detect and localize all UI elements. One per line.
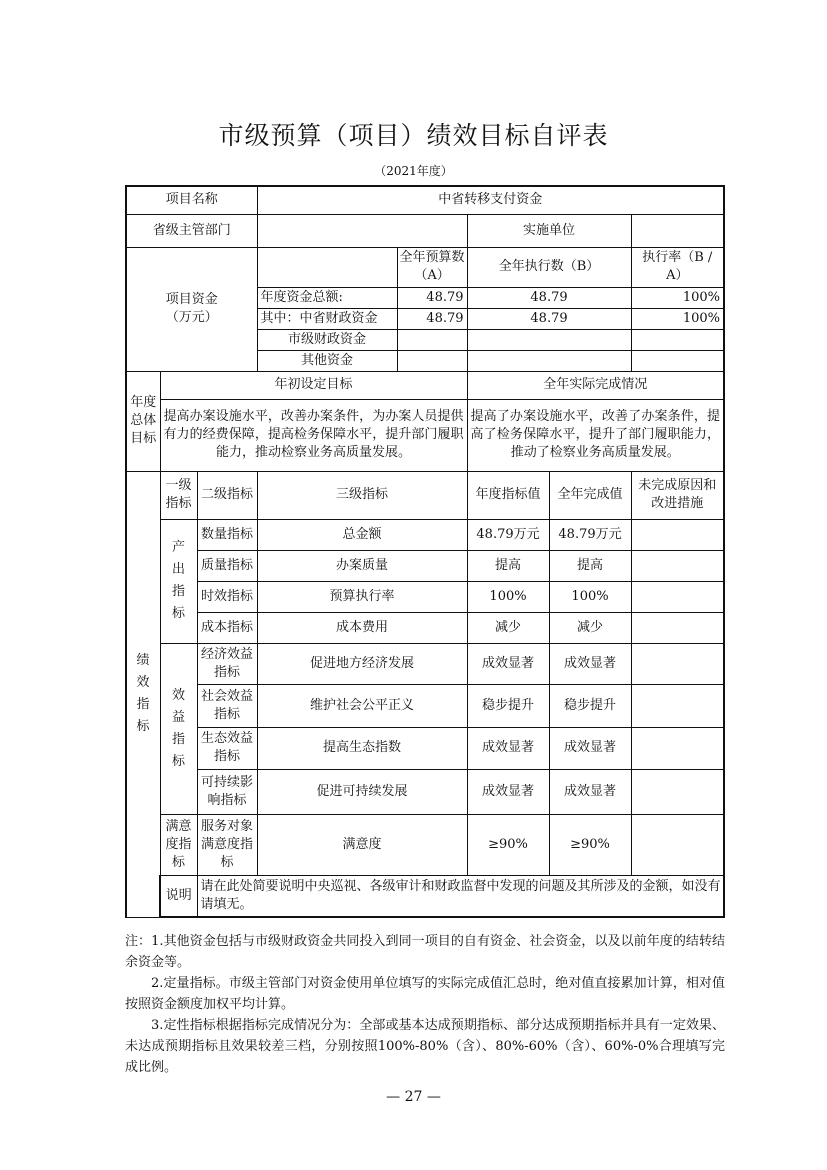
indicator-level3: 提高生态指数 bbox=[257, 727, 467, 769]
goal-plan-header: 年初设定目标 bbox=[160, 371, 467, 399]
indicator-target-header: 年度指标值 bbox=[467, 471, 549, 519]
footnote-1: 注：1.其他资金包括与市级财政资金共同投入到同一项目的自有资金、社会资金，以及以前年度的结转结余资金等。 bbox=[125, 934, 725, 970]
indicator-actual: 提高 bbox=[549, 550, 631, 581]
indicator-level2: 时效指标 bbox=[197, 581, 257, 612]
indicator-level3: 办案质量 bbox=[257, 550, 467, 581]
indicator-reason bbox=[631, 684, 724, 727]
annual-goal-label: 年度 总体 目标 bbox=[126, 371, 160, 471]
explain-text: 请在此处简要说明中央巡视、各级审计和财政监督中发现的问题及其所涉及的金额，如没有请填无。 bbox=[197, 875, 724, 917]
funds-row-a bbox=[397, 329, 467, 350]
indicator-target: 提高 bbox=[467, 550, 549, 581]
indicator-level3: 维护社会公平正义 bbox=[257, 684, 467, 727]
funds-label: 项目资金 （万元） bbox=[126, 247, 257, 371]
indicator-level1-header: 一级 指标 bbox=[160, 471, 197, 519]
indicator-target: 成效显著 bbox=[467, 727, 549, 769]
dept-label: 省级主管部门 bbox=[126, 214, 257, 247]
funds-row-label: 其中：中省财政资金 bbox=[257, 308, 397, 329]
indicator-level3: 总金额 bbox=[257, 519, 467, 550]
funds-col-rate: 执行率（B / A） bbox=[631, 247, 724, 287]
explain-label: 说明 bbox=[160, 875, 197, 917]
indicator-actual: 减少 bbox=[549, 612, 631, 643]
indicator-actual: 48.79万元 bbox=[549, 519, 631, 550]
funds-row-a bbox=[397, 350, 467, 371]
indicator-level3-header: 三级指标 bbox=[257, 471, 467, 519]
indicator-target: 100% bbox=[467, 581, 549, 612]
indicator-reason bbox=[631, 519, 724, 550]
indicator-actual-header: 全年完成值 bbox=[549, 471, 631, 519]
indicator-target: ≥90% bbox=[467, 814, 549, 875]
indicator-level2: 质量指标 bbox=[197, 550, 257, 581]
indicator-level3: 促进地方经济发展 bbox=[257, 643, 467, 684]
funds-row-label: 其他资金 bbox=[257, 350, 397, 371]
indicator-actual: 成效显著 bbox=[549, 769, 631, 814]
indicator-reason bbox=[631, 643, 724, 684]
indicator-reason bbox=[631, 814, 724, 875]
funds-row-rate: 100% bbox=[631, 287, 724, 308]
goal-actual-header: 全年实际完成情况 bbox=[467, 371, 724, 399]
funds-col-a: 全年预算数（A） bbox=[397, 247, 467, 287]
indicator-target: 48.79万元 bbox=[467, 519, 549, 550]
funds-row-b bbox=[467, 350, 631, 371]
funds-row-rate bbox=[631, 329, 724, 350]
funds-row-label: 市级财政资金 bbox=[257, 329, 397, 350]
indicator-level2: 数量指标 bbox=[197, 519, 257, 550]
project-name-label: 项目名称 bbox=[126, 186, 257, 214]
indicator-reason bbox=[631, 612, 724, 643]
report-year: （2021年度） bbox=[374, 164, 453, 178]
impl-unit-label: 实施单位 bbox=[467, 214, 631, 247]
funds-header-blank bbox=[257, 247, 397, 287]
footnote-3: 3.定性指标根据指标完成情况分为：全部或基本达成预期指标、部分达成预期指标并具有一定效果、未达成预期指标且效果较差三档，分别按照100%-80%（含）、80%-60%（含）、60%-0%合理填写完成比例。 bbox=[125, 1018, 725, 1075]
indicator-level3: 预算执行率 bbox=[257, 581, 467, 612]
indicator-group-output: 产 出 指 标 bbox=[160, 519, 197, 643]
performance-indicator-label: 绩 效 指 标 bbox=[126, 471, 160, 917]
footnote-2: 2.定量指标。市级主管部门对资金使用单位填写的实际完成值汇总时，绝对值直接累加计算，相对值按照资金额度加权平均计算。 bbox=[125, 976, 725, 1012]
indicator-level2: 成本指标 bbox=[197, 612, 257, 643]
indicator-reason-header: 未完成原因和 改进措施 bbox=[631, 471, 724, 519]
impl-unit-value bbox=[631, 214, 724, 247]
funds-row-rate bbox=[631, 350, 724, 371]
project-name-value: 中省转移支付资金 bbox=[257, 186, 724, 214]
funds-row-b: 48.79 bbox=[467, 287, 631, 308]
indicator-reason bbox=[631, 550, 724, 581]
indicator-level2: 服务对象 满意度指 标 bbox=[197, 814, 257, 875]
funds-row-a: 48.79 bbox=[397, 287, 467, 308]
indicator-level3: 成本费用 bbox=[257, 612, 467, 643]
footnotes bbox=[125, 931, 725, 1078]
goal-plan-text: 提高办案设施水平，改善办案条件，为办案人员提供有力的经费保障，提高检务保障水平，提升部门履职能力，推动检察业务高质量发展。 bbox=[160, 399, 467, 471]
indicator-level3: 满意度 bbox=[257, 814, 467, 875]
indicator-target: 成效显著 bbox=[467, 643, 549, 684]
indicator-group-satisfaction: 满意 度指 标 bbox=[160, 814, 197, 875]
indicator-target: 减少 bbox=[467, 612, 549, 643]
indicator-actual: 稳步提升 bbox=[549, 684, 631, 727]
funds-row-rate: 100% bbox=[631, 308, 724, 329]
funds-row-a: 48.79 bbox=[397, 308, 467, 329]
indicator-target: 成效显著 bbox=[467, 769, 549, 814]
indicator-actual: 成效显著 bbox=[549, 643, 631, 684]
indicator-level2: 社会效益 指标 bbox=[197, 684, 257, 727]
indicator-reason bbox=[631, 727, 724, 769]
indicator-level2: 生态效益 指标 bbox=[197, 727, 257, 769]
funds-col-b: 全年执行数（B） bbox=[467, 247, 631, 287]
goal-actual-text: 提高了办案设施水平，改善了办案条件，提高了检务保障水平，提升了部门履职能力，推动了检察业务高质量发展。 bbox=[467, 399, 724, 471]
self-evaluation-table bbox=[125, 185, 725, 918]
indicator-level2-header: 二级指标 bbox=[197, 471, 257, 519]
page-title: 市级预算（项目）绩效目标自评表 bbox=[218, 121, 609, 150]
funds-row-label: 年度资金总额: bbox=[257, 287, 397, 308]
indicator-level2: 经济效益 指标 bbox=[197, 643, 257, 684]
indicator-actual: ≥90% bbox=[549, 814, 631, 875]
indicator-actual: 100% bbox=[549, 581, 631, 612]
indicator-reason bbox=[631, 581, 724, 612]
page-number: — 27 — bbox=[386, 1089, 441, 1105]
indicator-group-benefit: 效 益 指 标 bbox=[160, 643, 197, 814]
funds-row-b: 48.79 bbox=[467, 308, 631, 329]
dept-value bbox=[257, 214, 467, 247]
indicator-actual: 成效显著 bbox=[549, 727, 631, 769]
indicator-level3: 促进可持续发展 bbox=[257, 769, 467, 814]
indicator-target: 稳步提升 bbox=[467, 684, 549, 727]
indicator-level2: 可持续影 响指标 bbox=[197, 769, 257, 814]
funds-row-b bbox=[467, 329, 631, 350]
indicator-reason bbox=[631, 769, 724, 814]
